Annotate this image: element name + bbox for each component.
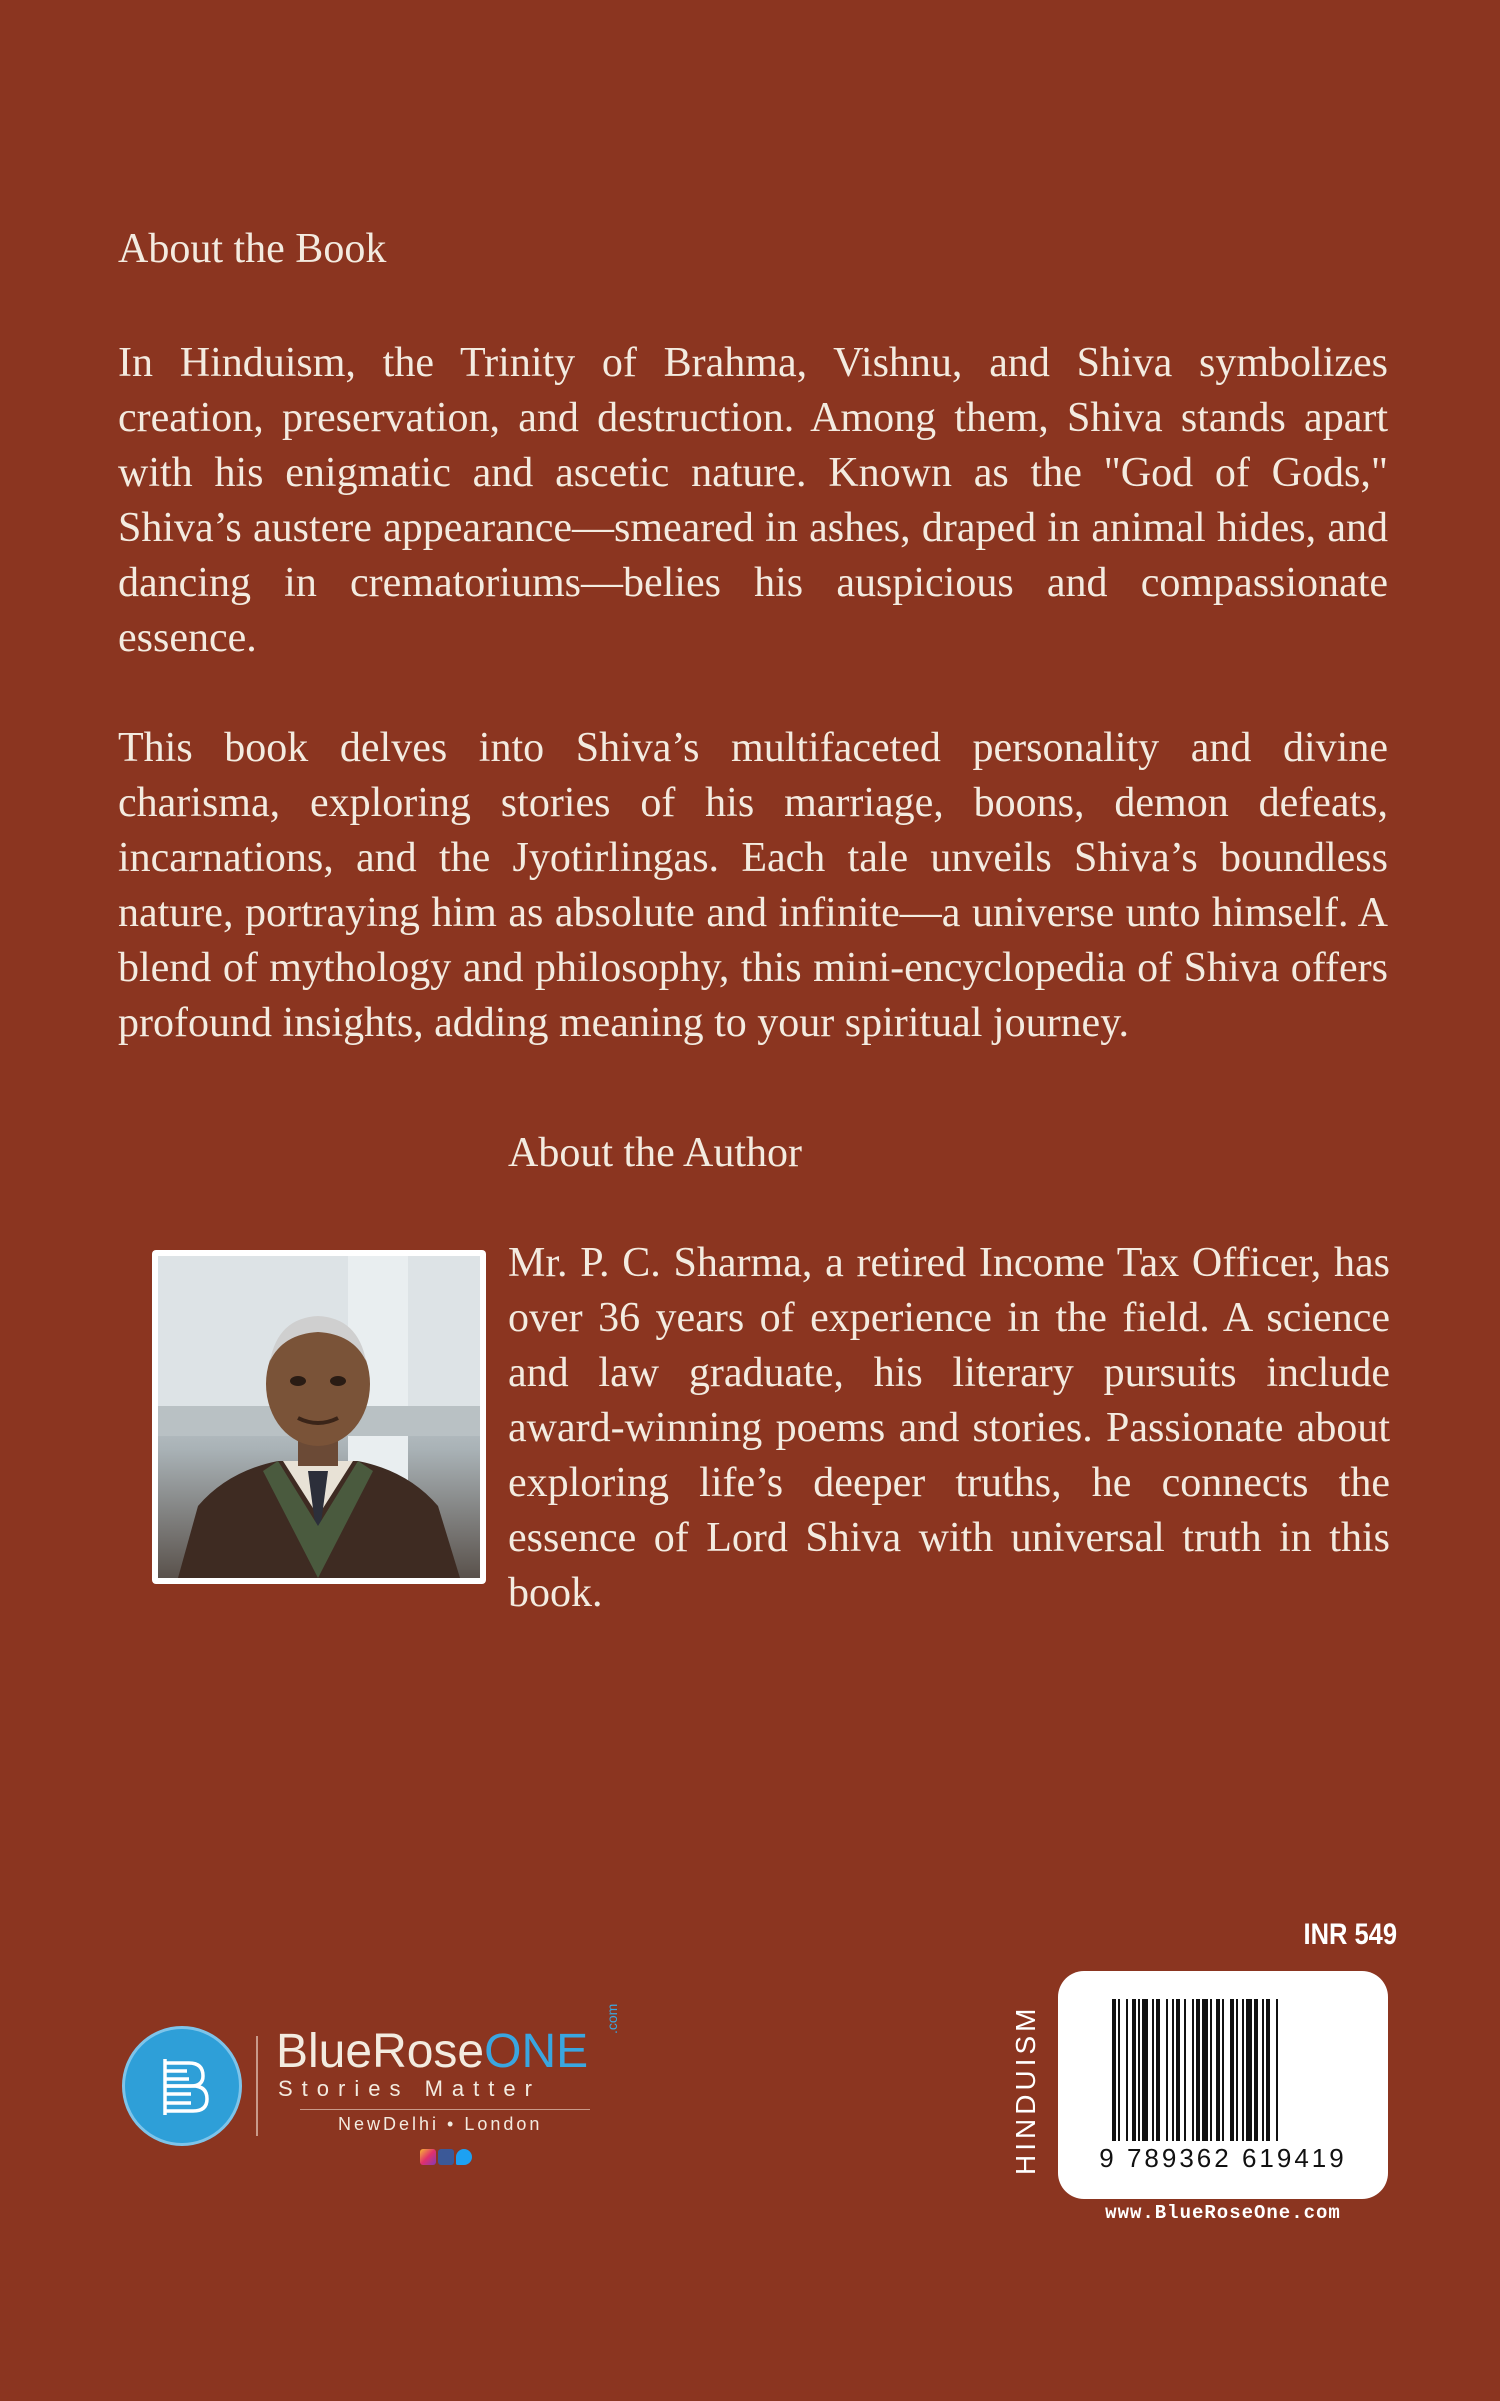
barcode <box>1058 1971 1388 2199</box>
barcode-bar <box>1222 1999 1224 2141</box>
twitter-icon <box>456 2149 472 2165</box>
barcode-bar <box>1192 1999 1194 2141</box>
about-book-heading: About the Book <box>118 226 387 272</box>
logo-divider <box>256 2036 258 2136</box>
social-icons <box>420 2149 472 2167</box>
barcode-bar <box>1266 1999 1270 2141</box>
barcode-bar <box>1276 1999 1278 2141</box>
barcode-bar <box>1176 1999 1180 2141</box>
barcode-bars <box>1112 1999 1334 2141</box>
barcode-bar <box>1236 1999 1238 2141</box>
barcode-bar <box>1216 1999 1220 2141</box>
author-portrait-illustration <box>158 1256 480 1578</box>
barcode-bar <box>1196 1999 1200 2141</box>
barcode-bar <box>1112 1999 1116 2141</box>
barcode-bar <box>1142 1999 1148 2141</box>
publisher-brand-name <box>276 2024 588 2080</box>
barcode-bar <box>1118 1999 1120 2141</box>
website-url: www.BlueRoseOne.com <box>1105 2202 1341 2224</box>
price-label: INR 549 <box>1303 1918 1398 1951</box>
facebook-icon <box>438 2149 454 2165</box>
logo-rule <box>300 2109 590 2110</box>
brand-main: BlueRose <box>276 2025 485 2078</box>
publisher-locations: NewDelhi • London <box>338 2114 543 2134</box>
barcode-bar <box>1166 1999 1168 2141</box>
barcode-bar <box>1172 1999 1174 2141</box>
barcode-bar <box>1184 1999 1186 2141</box>
barcode-bar <box>1202 1999 1208 2141</box>
book-description-paragraph-1: In Hinduism, the Trinity of Brahma, Vishnu, and Shiva symbolizes creation, preservation, and destruction. Among them, Shiva stands apart with his enigmatic and ascetic nature. Known as the "God of Gods," Shiva’s austere appearance—smeared in ashes, draped in animal hides, and dancing in crematoriums—belies his auspicious and compassionate essence. <box>118 340 1388 661</box>
barcode-bar <box>1156 1999 1160 2141</box>
author-photo <box>152 1250 486 1584</box>
barcode-bar <box>1132 1999 1136 2141</box>
barcode-bar <box>1246 1999 1252 2141</box>
publisher-logo-icon <box>122 2026 242 2146</box>
barcode-bar <box>1262 1999 1264 2141</box>
barcode-bar <box>1138 1999 1140 2141</box>
instagram-icon <box>420 2149 436 2165</box>
barcode-bar <box>1126 1999 1128 2141</box>
brand-accent: ONE <box>484 2025 589 2078</box>
logo-b-mark-icon <box>125 2029 239 2143</box>
category-label: HINDUISM <box>1010 2004 1041 2175</box>
barcode-bar <box>1152 1999 1154 2141</box>
about-author-heading: About the Author <box>508 1130 802 1176</box>
isbn-number: 9 789362 619419 <box>1099 2143 1347 2173</box>
barcode-bar <box>1230 1999 1234 2141</box>
publisher-tagline: Stories Matter <box>278 2076 541 2101</box>
book-description-paragraph-2: This book delves into Shiva’s multifaceted personality and divine charisma, exploring stories of his marriage, boons, demon defeats, incarnations, and the Jyotirlingas. Each tale unveils Shiva’s boundless nature, portraying him as absolute and infinite—a universe unto himself. A blend of mythology and philosophy, this mini-encyclopedia of Shiva offers profound insights, adding meaning to your spiritual journey. <box>118 725 1388 1046</box>
barcode-bar <box>1254 1999 1258 2141</box>
barcode-bar <box>1210 1999 1212 2141</box>
barcode-bar <box>1242 1999 1244 2141</box>
author-bio: Mr. P. C. Sharma, a retired Income Tax Officer, has over 36 years of experience in the field. A science and law graduate, his literary pursuits include award-winning poems and stories. Passionate about exploring life’s deeper truths, he connects the essence of Lord Shiva with universal truth in this book. <box>508 1240 1390 1616</box>
brand-suffix: .com <box>604 2003 620 2034</box>
